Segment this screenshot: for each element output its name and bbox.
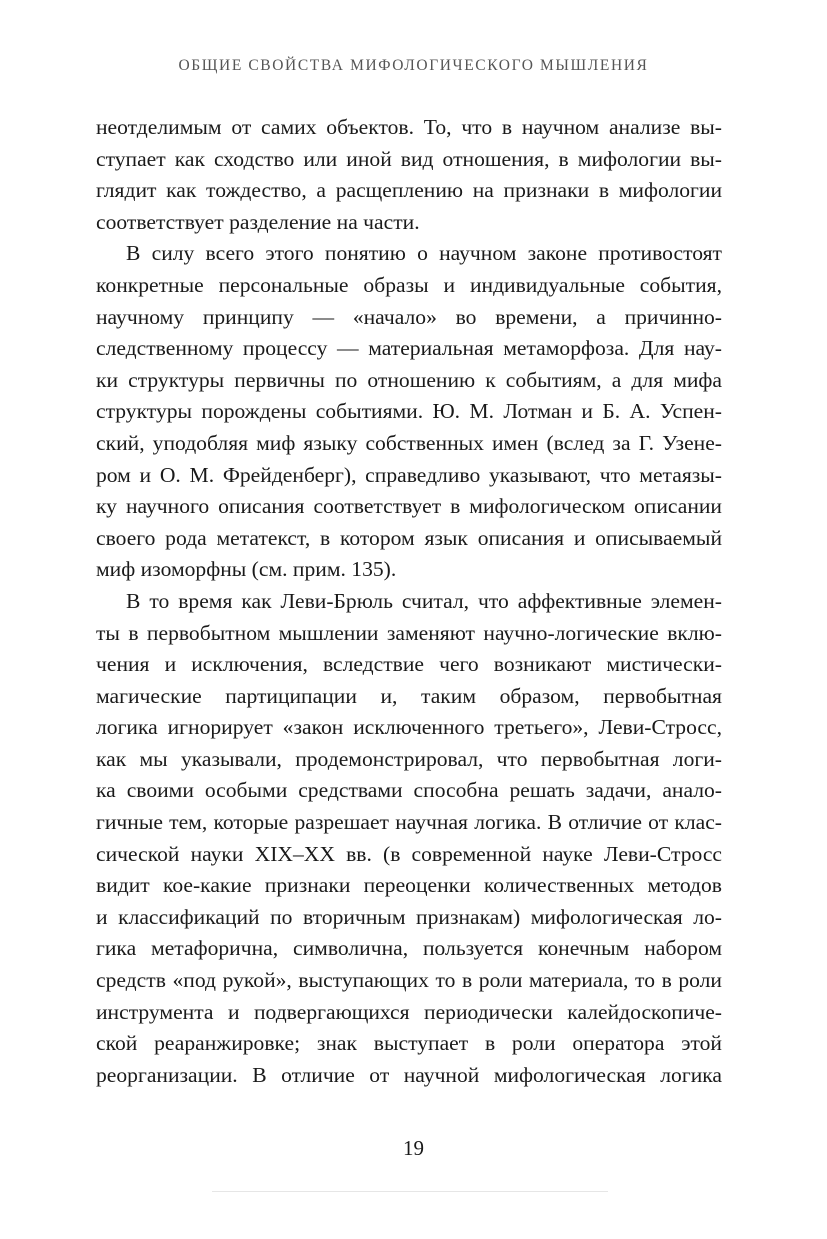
text-line: В силу всего этого понятию о научном законе противостоят [126,241,722,266]
text-line: ты в первобытном мышлении заменяют научно-логические вклю- [96,620,722,645]
text-line: соответствует разделение на части. [96,209,420,234]
text-line: ступает как сходство или иной вид отношения, в мифологии вы- [96,146,722,171]
page-number: 19 [403,1136,424,1160]
text-line: и классификаций по вторичным признакам) мифологическая ло- [96,904,722,929]
text-line: реорганизации. В отличие от научной мифологическая логика [96,1062,722,1087]
text-line: следственному процессу — материальная метаморфоза. Для нау- [96,336,722,361]
text-line: ки структуры первичны по отношению к событиям, а для мифа [96,367,722,392]
body-text [96,112,722,1091]
text-line: гичные тем, которые разрешает научная логика. В отличие от клас- [96,810,722,835]
text-line: конкретные персональные образы и индивидуальные события, [96,272,722,297]
text-line: ка своими особыми средствами способна решать задачи, анало- [96,778,722,803]
text-line: В то время как Леви-Брюль считал, что аффективные элемен- [126,588,722,613]
text-line: миф изоморфны (см. прим. 135). [96,557,397,582]
text-line: глядит как тождество, а расщеплению на признаки в мифологии [96,178,722,203]
running-head: ОБЩИЕ СВОЙСТВА МИФОЛОГИЧЕСКОГО МЫШЛЕНИЯ [178,57,649,74]
text-line: видит кое-какие признаки переоценки количественных методов [96,873,722,898]
footer-divider [212,1191,608,1192]
text-line: инструмента и подвергающихся периодически калейдоскопиче- [96,999,722,1024]
text-line: неотделимым от самих объектов. То, что в научном анализе вы- [96,115,722,139]
text-line: ский, уподобляя миф языку собственных имен (вслед за Г. Узене- [96,430,722,455]
text-line: средств «под рукой», выступающих то в роли материала, то в роли [96,968,722,993]
text-line: чения и исключения, вследствие чего возникают мистически- [96,652,722,677]
text-line: ку научного описания соответствует в мифологическом описании [96,494,722,519]
text-line: гика метафорична, символична, пользуется конечным набором [96,936,722,961]
text-line: логика игнорирует «закон исключенного третьего», Леви-Стросс, [96,715,722,740]
text-line: структуры порождены событиями. Ю. М. Лотман и Б. А. Успен- [96,399,722,424]
text-line: ром и О. М. Фрейденберг), справедливо указывают, что метаязы- [96,462,722,487]
text-line: ской реаранжировке; знак выступает в роли оператора этой [96,1031,722,1056]
text-line: как мы указывали, продемонстрировал, что первобытная логи- [96,746,722,771]
text-line: научному принципу — «начало» во времени, а причинно- [96,304,722,329]
text-line: сической науки XIX–XX вв. (в современной науке Леви-Стросс [96,841,722,866]
text-line: своего рода метатекст, в котором язык описания и описываемый [96,525,722,550]
text-line: магические партиципации и, таким образом, первобытная [96,683,722,708]
